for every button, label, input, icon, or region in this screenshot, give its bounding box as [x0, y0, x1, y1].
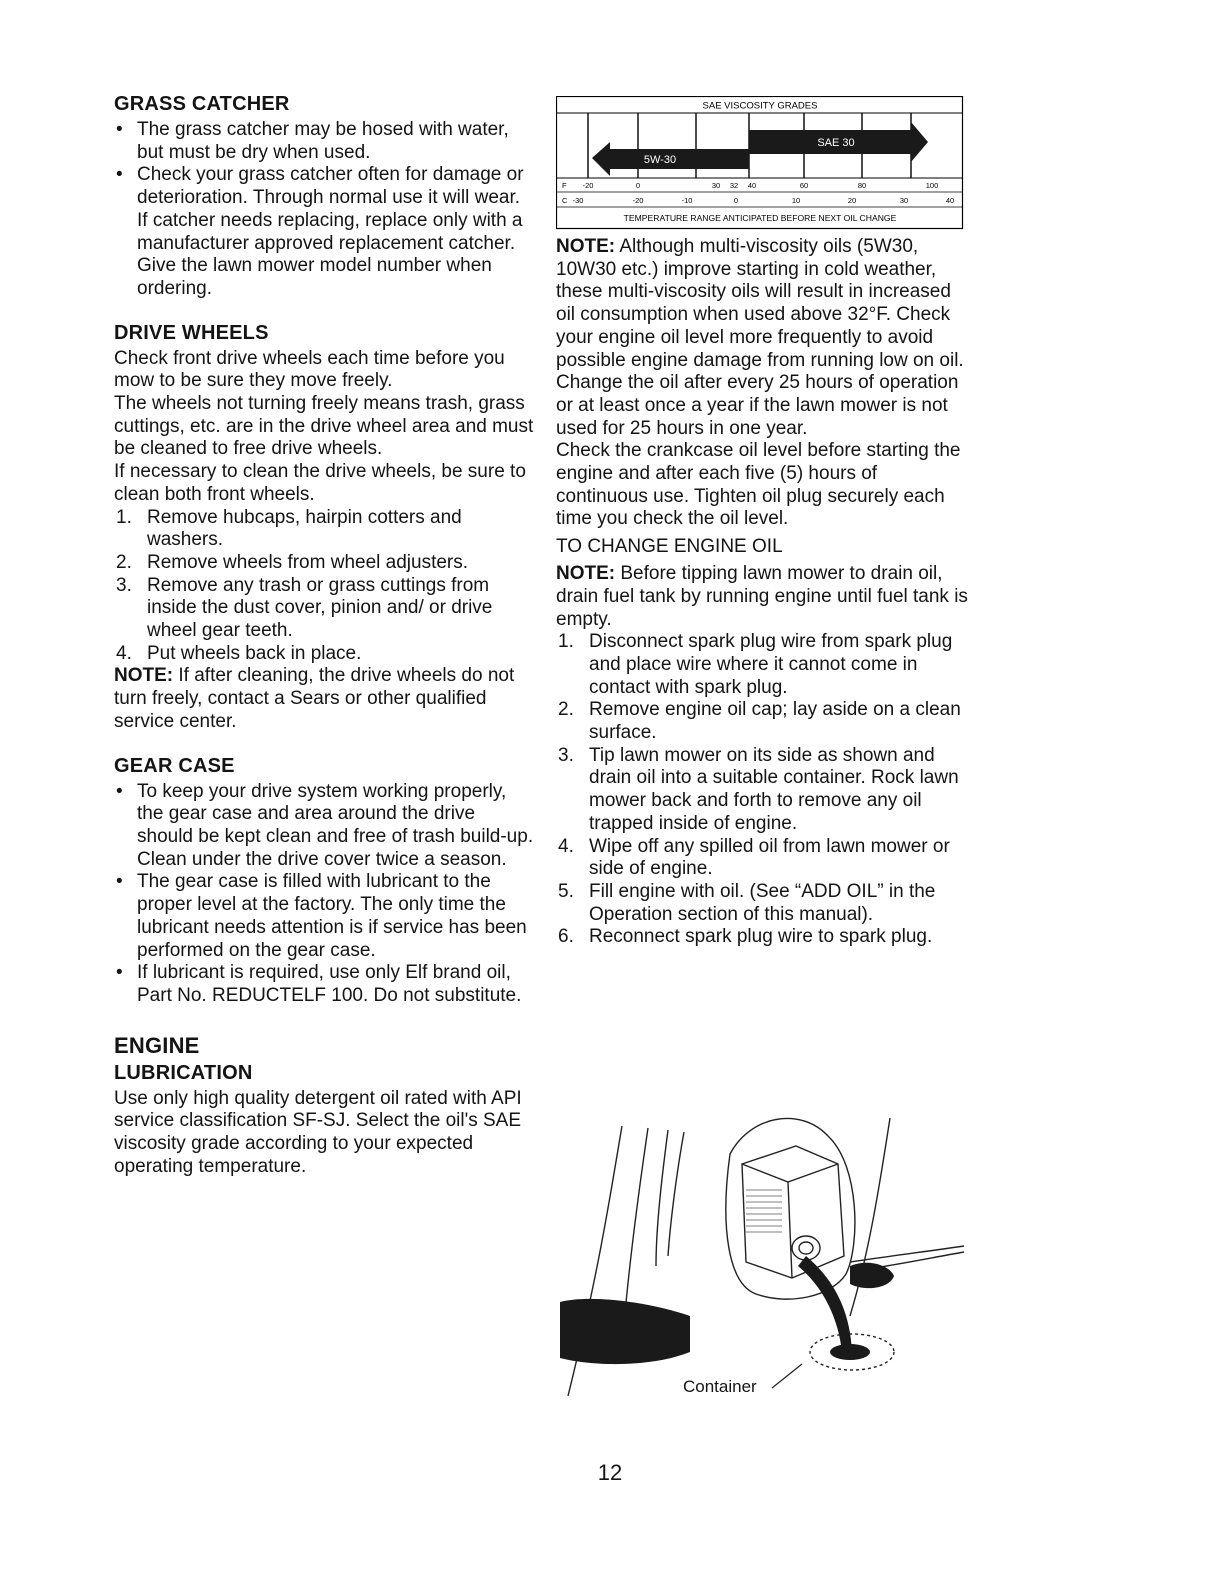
- f-tick: 80: [857, 181, 867, 190]
- celsius-ticks: [573, 196, 955, 205]
- f-tick: 0: [635, 181, 641, 190]
- fahrenheit-label: F: [562, 181, 567, 190]
- list-item: • The gear case is filled with lubricant to the proper level at the factory. The only time the lubricant needs attention is if service has been performed on the gear case.: [114, 871, 534, 962]
- drive-wheels-steps: [114, 507, 534, 666]
- note-label: NOTE:: [556, 236, 616, 257]
- drive-wheels-paragraph: Check front drive wheels each time before you mow to be sure they move freely.: [114, 347, 505, 392]
- c-tick: -30: [572, 196, 584, 205]
- sw30-label: 5W-30: [643, 154, 677, 166]
- chart-title: SAE VISCOSITY GRADES: [702, 100, 818, 112]
- page-number: 12: [597, 1460, 623, 1485]
- mower-body-line: [624, 1128, 648, 1324]
- note-label: NOTE:: [114, 665, 174, 687]
- fahrenheit-ticks: [583, 181, 939, 190]
- change-oil-steps: [556, 631, 968, 949]
- list-item: 4. Put wheels back in place.: [116, 642, 362, 664]
- oil-note: NOTE: Although multi-viscosity oils (5W30, 10W30 etc.) improve starting in cold weather, these multi-viscosity oils will result in increased oil consumption when used above 32°F. Check your engine oil level more frequently to avoid possible engine damage from running low on oil.: [556, 236, 964, 371]
- f-tick: 100: [925, 181, 939, 190]
- grass-catcher-section: [114, 92, 534, 301]
- c-tick: 0: [733, 196, 739, 205]
- drive-wheels-paragraph: If necessary to clean the drive wheels, be sure to clean both front wheels.: [114, 461, 526, 505]
- wheel-left: [560, 1299, 690, 1364]
- oil-drain-illustration: [560, 1106, 970, 1406]
- engine-section: [114, 1034, 534, 1179]
- f-tick: 30: [711, 181, 721, 190]
- list-item: 6. Reconnect spark plug wire to spark plug.: [558, 926, 933, 948]
- gear-case-list: [114, 781, 534, 1008]
- c-tick: -10: [681, 196, 693, 205]
- figure-caption: Container: [683, 1377, 757, 1396]
- f-tick: 32: [729, 181, 739, 190]
- list-item: 3. Remove any trash or grass cuttings from inside the dust cover, pinion and/ or drive wheel gear teeth.: [116, 574, 493, 642]
- list-item: 1. Remove hubcaps, hairpin cotters and washers.: [116, 506, 462, 551]
- drive-wheels-paragraph: The wheels not turning freely means trash, grass cuttings, etc. are in the drive wheel area and must be cleaned to free drive wheels.: [114, 393, 534, 460]
- oil-tank: [742, 1146, 844, 1278]
- drive-wheels-note: NOTE: If after cleaning, the drive wheels do not turn freely, contact a Sears or other qualified service center.: [114, 665, 515, 732]
- change-oil-note: NOTE: Before tipping lawn mower to drain oil, drain fuel tank by running engine until fuel tank is empty.: [556, 563, 968, 630]
- list-item: • Check your grass catcher often for damage or deterioration. Through normal use it will wear. If catcher needs replacing, replace only with a manufacturer approved replacement catcher. Give the lawn mower model number when ordering.: [114, 164, 534, 300]
- list-item: 5. Fill engine with oil. (See “ADD OIL” in the Operation section of this manual).: [558, 880, 936, 925]
- oil-cap: [799, 1242, 813, 1254]
- oil-check-paragraph: Check the crankcase oil level before starting the engine and after each five (5) hours of continuous use. Tighten oil plug securely each time you check the oil level.: [556, 440, 961, 530]
- gear-case-section: [114, 754, 534, 1008]
- lubrication-paragraph: Use only high quality detergent oil rated with API service classification SF-SJ. Select the oil's SAE viscosity grade according to your expected operating temperature.: [114, 1087, 522, 1177]
- c-tick: 30: [899, 196, 909, 205]
- chart-footer: TEMPERATURE RANGE ANTICIPATED BEFORE NEXT OIL CHANGE: [623, 213, 897, 223]
- f-tick: 40: [747, 181, 757, 190]
- list-item: • If lubricant is required, use only Elf brand oil, Part No. REDUCTELF 100. Do not substitute.: [114, 962, 534, 1007]
- engine-dome: [726, 1118, 855, 1299]
- f-tick: 60: [799, 181, 809, 190]
- list-item: 2. Remove engine oil cap; lay aside on a clean surface.: [558, 699, 961, 744]
- left-column: [114, 92, 534, 1198]
- c-tick: 40: [945, 196, 955, 205]
- c-tick: -20: [632, 196, 644, 205]
- mower-body-line: [656, 1130, 668, 1266]
- oil-tank-edge: [788, 1182, 792, 1278]
- list-item: • To keep your drive system working properly, the gear case and area around the drive should be kept clean and free of trash build-up. Clean under the drive cover twice a season.: [114, 781, 534, 872]
- drive-wheels-heading: DRIVE WHEELS: [114, 321, 269, 344]
- sae30-label: SAE 30: [817, 137, 855, 149]
- gear-case-heading: GEAR CASE: [114, 754, 235, 777]
- viscosity-chart: [556, 96, 964, 230]
- list-item: • The grass catcher may be hosed with water, but must be dry when used.: [114, 119, 534, 164]
- list-item: 2. Remove wheels from wheel adjusters.: [116, 551, 469, 573]
- oil-pool: [830, 1344, 870, 1360]
- right-column: [556, 96, 968, 949]
- list-item: 4. Wipe off any spilled oil from lawn mower or side of engine.: [558, 835, 950, 880]
- lubrication-heading: LUBRICATION: [114, 1061, 253, 1084]
- list-item: 3. Tip lawn mower on its side as shown and drain oil into a suitable container. Rock lawn mower back and forth to remove any oil trapped inside of engine.: [558, 744, 959, 834]
- c-tick: 10: [791, 196, 801, 205]
- caption-pointer: [772, 1364, 802, 1388]
- note-label: NOTE:: [556, 563, 616, 585]
- drive-wheels-section: [114, 321, 534, 734]
- grass-catcher-list: [114, 119, 534, 301]
- grass-catcher-heading: GRASS CATCHER: [114, 93, 290, 115]
- oil-stream: [798, 1256, 852, 1352]
- c-tick: 20: [847, 196, 857, 205]
- mower-body-line: [668, 1132, 684, 1256]
- engine-heading: ENGINE: [114, 1032, 200, 1058]
- f-tick: -20: [582, 181, 594, 190]
- celsius-label: C: [562, 196, 568, 205]
- oil-tank-edge: [742, 1164, 838, 1182]
- tank-hatching: [746, 1190, 782, 1232]
- oil-change-paragraph: Change the oil after every 25 hours of operation or at least once a year if the lawn mower is not used for 25 hours in one year.: [556, 372, 959, 439]
- list-item: 1. Disconnect spark plug wire from spark plug and place wire where it cannot come in contact with spark plug.: [558, 631, 953, 698]
- change-oil-heading: TO CHANGE ENGINE OIL: [556, 536, 783, 558]
